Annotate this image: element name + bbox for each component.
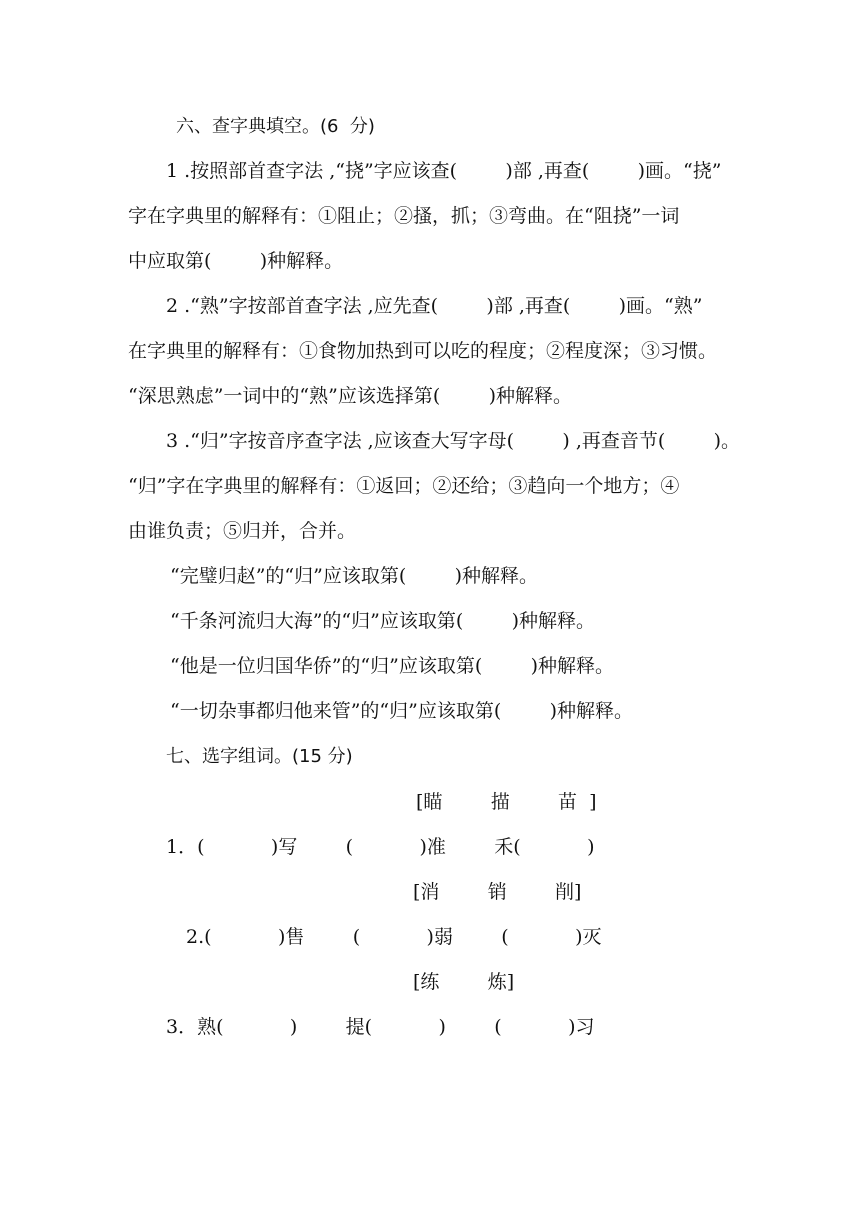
q2-line-1: 2 .“熟”字按部首查字法 ,应先查( )部 ,再查( )画。“熟” xyxy=(166,295,703,317)
q3-item-2: “千条河流归大海”的“归”应该取第( )种解释。 xyxy=(170,610,595,632)
q1-line-1: 1 .按照部首查字法 ,“挠”字应该查( )部 ,再查( )画。“挠” xyxy=(166,160,722,182)
q3-item-3: “他是一位归国华侨”的“归”应该取第( )种解释。 xyxy=(170,655,614,677)
q2-line-3: “深思熟虑”一词中的“熟”应该选择第( )种解释。 xyxy=(128,385,572,407)
section-7-title: 七、选字组词。(15 分) xyxy=(166,746,353,767)
q1-line-2: 字在字典里的解释有：①阻止；②搔，抓；③弯曲。在“阻挠”一词 xyxy=(128,205,680,227)
q3-line-1: 3 .“归”字按音序查字法 ,应该查大写字母( ) ,再查音节( )。 xyxy=(166,430,741,452)
q3-line-2: “归”字在字典里的解释有：①返回；②还给；③趋向一个地方；④ xyxy=(128,475,680,497)
section-6-title: 六、查字典填空。(6 分) xyxy=(176,116,375,137)
group3-choices: [练 炼] xyxy=(413,971,515,993)
group3-line: 3．熟( ) 提( ) ( )习 xyxy=(166,1016,595,1038)
q3-item-4: “一切杂事都归他来管”的“归”应该取第( )种解释。 xyxy=(170,700,633,722)
group1-choices: [瞄 描 苗 ] xyxy=(416,791,597,813)
group2-choices: [消 销 削] xyxy=(413,881,582,903)
q3-line-3: 由谁负责；⑤归并，合并。 xyxy=(128,520,357,542)
group1-line: 1．( )写 ( )准 禾( ) xyxy=(166,836,595,858)
group2-line: 2.( )售 ( )弱 ( )灭 xyxy=(186,926,602,948)
q2-line-2: 在字典里的解释有：①食物加热到可以吃的程度；②程度深；③习惯。 xyxy=(128,340,718,362)
q1-line-3: 中应取第( )种解释。 xyxy=(128,250,344,272)
q3-item-1: “完璧归赵”的“归”应该取第( )种解释。 xyxy=(170,565,538,587)
